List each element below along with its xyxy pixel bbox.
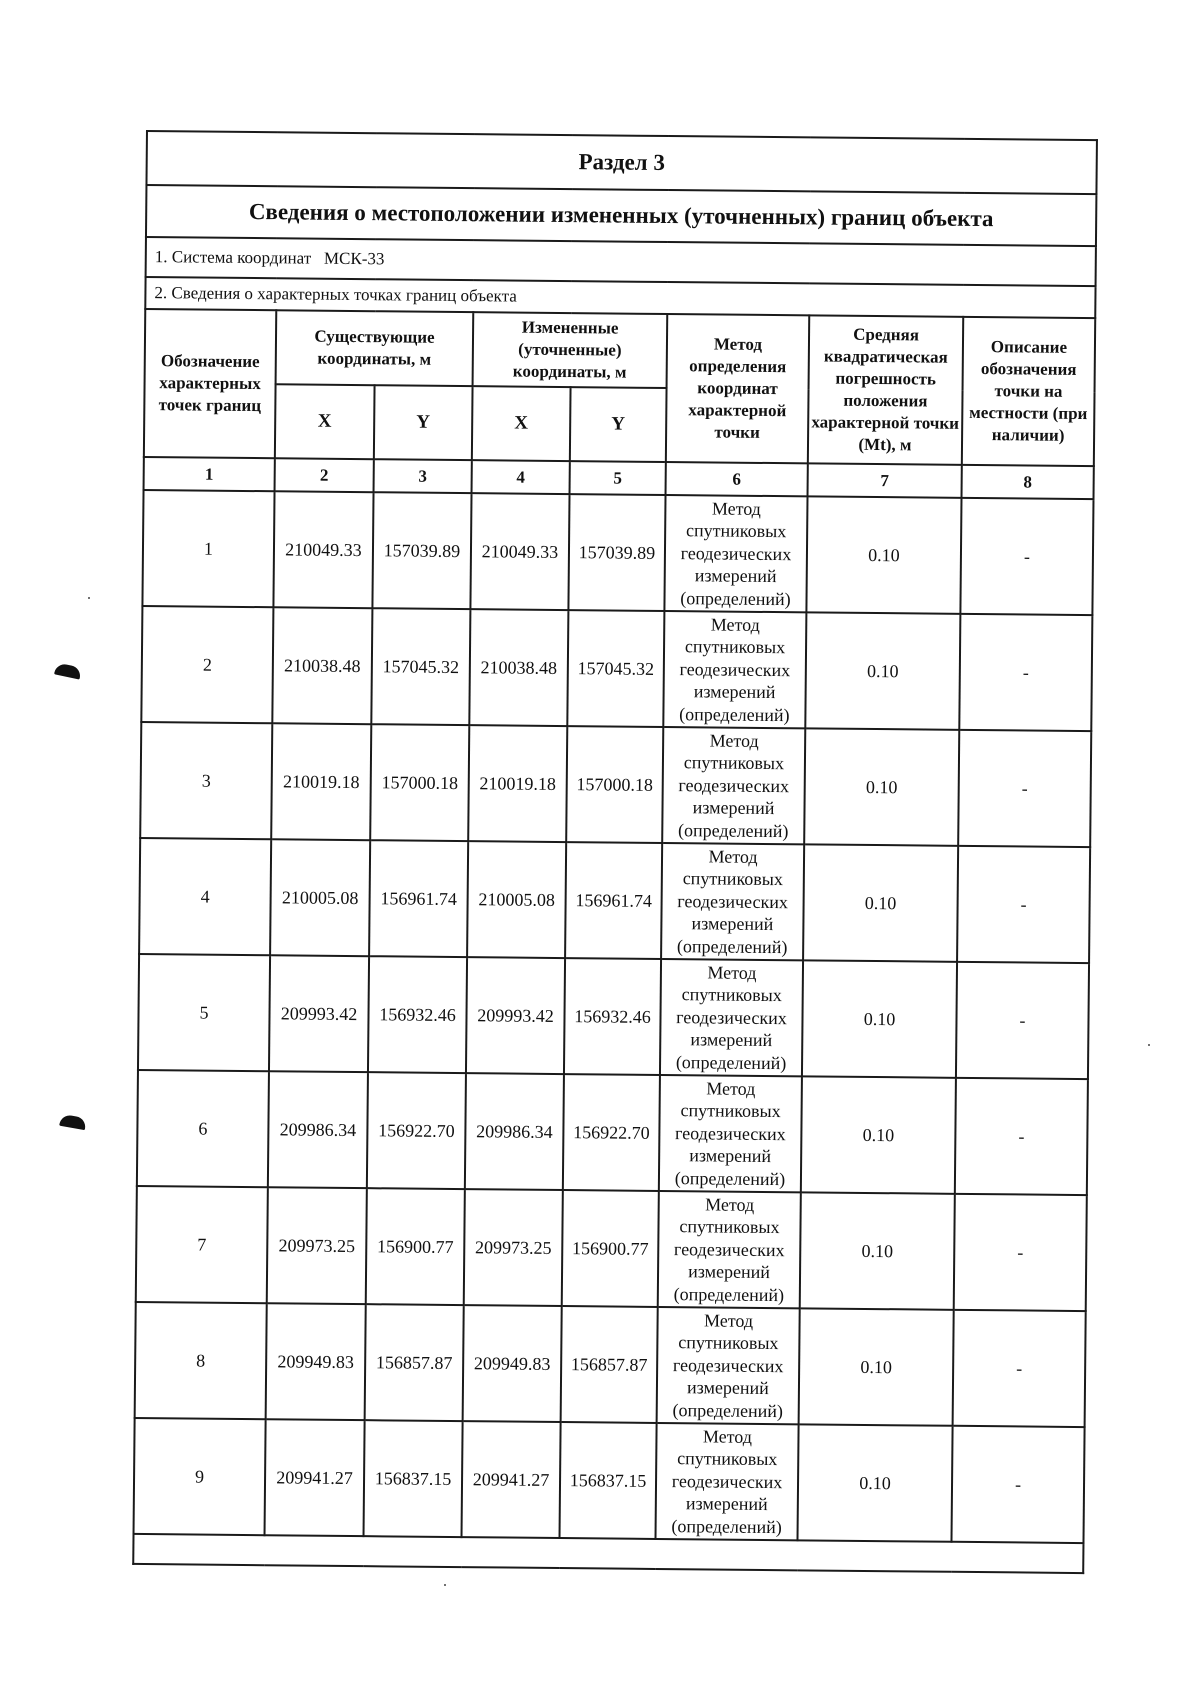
description-cell: - <box>959 614 1092 731</box>
error-cell: 0.10 <box>799 1308 954 1425</box>
description-cell: - <box>954 1194 1087 1311</box>
existing-x-cell: 209973.25 <box>267 1187 367 1304</box>
existing-y-cell: 156857.87 <box>365 1304 464 1421</box>
error-cell: 0.10 <box>802 960 957 1077</box>
point-number: 9 <box>134 1418 266 1535</box>
method-cell: Метод спутниковых геодезических измерений (определений) <box>660 959 803 1076</box>
existing-y-cell: 157039.89 <box>372 492 471 609</box>
point-number: 4 <box>139 838 271 955</box>
existing-x-cell: 210019.18 <box>271 723 371 840</box>
table-row <box>134 1418 1085 1543</box>
section-subtitle: Сведения о местоположении измененных (уточненных) границ объекта <box>146 185 1096 246</box>
point-number: 7 <box>136 1186 268 1303</box>
table-row <box>141 606 1092 731</box>
existing-y-cell: 156837.15 <box>364 1420 463 1537</box>
existing-x-cell: 209986.34 <box>268 1071 368 1188</box>
error-cell: 0.10 <box>806 496 961 613</box>
section-3-table <box>132 130 1098 1574</box>
description-cell: - <box>957 846 1090 963</box>
coordinate-system: 1. Система координат МСК-33 <box>146 237 1096 286</box>
changed-x-cell: 209973.25 <box>464 1189 563 1306</box>
table-row <box>138 954 1089 1079</box>
method-cell: Метод спутниковых геодезических измерений (определений) <box>655 1423 798 1540</box>
point-number: 8 <box>135 1302 267 1419</box>
column-number: 2 <box>275 458 374 492</box>
description-cell: - <box>956 962 1089 1079</box>
method-cell: Метод спутниковых геодезических измерений (определений) <box>664 495 807 612</box>
changed-y-cell: 157039.89 <box>568 494 665 611</box>
existing-x-cell: 210038.48 <box>272 607 372 724</box>
header-changed-coords: Измененные (уточненные) координаты, м <box>473 312 668 388</box>
existing-x-cell: 209993.42 <box>269 955 369 1072</box>
existing-y-cell: 156900.77 <box>366 1188 465 1305</box>
column-number: 7 <box>808 463 962 497</box>
table-row <box>136 1186 1087 1311</box>
method-cell: Метод спутниковых геодезических измерений (определений) <box>657 1307 800 1424</box>
error-cell: 0.10 <box>797 1424 952 1541</box>
table-row <box>139 838 1090 963</box>
points-info-heading: 2. Сведения о характерных точках границ объекта <box>145 277 1095 318</box>
existing-y-cell: 156922.70 <box>367 1072 466 1189</box>
header-error: Средняя квадратическая погрешность положения характерной точки (Mt), м <box>808 315 963 464</box>
scan-speck <box>444 1584 446 1586</box>
header-changed-x: X <box>472 386 571 461</box>
changed-y-cell: 157000.18 <box>566 726 663 843</box>
method-cell: Метод спутниковых геодезических измерений (определений) <box>662 727 805 844</box>
existing-x-cell: 209941.27 <box>265 1419 365 1536</box>
changed-x-cell: 210049.33 <box>470 493 569 610</box>
column-number: 3 <box>374 459 472 493</box>
existing-y-cell: 156932.46 <box>368 956 467 1073</box>
header-existing-x: X <box>275 384 375 459</box>
document-sheet <box>132 130 1096 1574</box>
header-existing-y: Y <box>374 385 473 460</box>
changed-x-cell: 210019.18 <box>468 725 567 842</box>
scan-binder-mark <box>54 662 82 679</box>
column-number: 5 <box>570 461 666 495</box>
table-row <box>137 1070 1088 1195</box>
point-number: 3 <box>140 722 272 839</box>
scan-speck <box>1148 1044 1150 1046</box>
column-number: 8 <box>962 465 1094 499</box>
changed-y-cell: 156857.87 <box>561 1306 658 1423</box>
changed-y-cell: 156961.74 <box>565 842 662 959</box>
changed-x-cell: 210038.48 <box>469 609 568 726</box>
section-title: Раздел 3 <box>146 131 1096 194</box>
existing-y-cell: 157000.18 <box>370 724 469 841</box>
point-number: 2 <box>141 606 273 723</box>
method-cell: Метод спутниковых геодезических измерений (определений) <box>659 1075 802 1192</box>
changed-y-cell: 156932.46 <box>564 958 661 1075</box>
description-cell: - <box>953 1310 1086 1427</box>
header-existing-coords: Существующие координаты, м <box>276 310 474 386</box>
changed-x-cell: 209941.27 <box>462 1421 561 1538</box>
existing-x-cell: 210005.08 <box>270 839 370 956</box>
error-cell: 0.10 <box>803 844 958 961</box>
table-row <box>140 722 1091 847</box>
changed-y-cell: 156837.15 <box>560 1422 657 1539</box>
changed-y-cell: 156900.77 <box>562 1190 659 1307</box>
error-cell: 0.10 <box>805 612 960 729</box>
description-cell: - <box>955 1078 1088 1195</box>
header-designation: Обозначение характерных точек границ <box>144 309 276 458</box>
method-cell: Метод спутниковых геодезических измерений (определений) <box>661 843 804 960</box>
error-cell: 0.10 <box>804 728 959 845</box>
error-cell: 0.10 <box>801 1076 956 1193</box>
header-changed-y: Y <box>570 387 667 462</box>
changed-y-cell: 156922.70 <box>563 1074 660 1191</box>
header-method: Метод определения координат характерной точки <box>666 314 809 463</box>
description-cell: - <box>958 730 1091 847</box>
changed-x-cell: 209986.34 <box>465 1073 564 1190</box>
table-row <box>135 1302 1086 1427</box>
existing-x-cell: 210049.33 <box>273 491 373 608</box>
existing-y-cell: 156961.74 <box>369 840 468 957</box>
description-cell: - <box>951 1426 1084 1543</box>
method-cell: Метод спутниковых геодезических измерений (определений) <box>658 1191 801 1308</box>
header-description: Описание обозначения точки на местности (при наличии) <box>962 317 1095 466</box>
scan-speck <box>88 597 90 599</box>
existing-y-cell: 157045.32 <box>371 608 470 725</box>
point-number: 1 <box>142 490 274 607</box>
column-number: 6 <box>666 462 808 496</box>
existing-x-cell: 209949.83 <box>266 1303 366 1420</box>
point-number: 6 <box>137 1070 269 1187</box>
error-cell: 0.10 <box>800 1192 955 1309</box>
column-number: 4 <box>472 460 570 494</box>
description-cell: - <box>960 498 1093 615</box>
table-row <box>142 490 1093 615</box>
column-number: 1 <box>144 457 275 491</box>
scan-binder-mark <box>59 1114 87 1130</box>
method-cell: Метод спутниковых геодезических измерений (определений) <box>663 611 806 728</box>
point-number: 5 <box>138 954 270 1071</box>
changed-x-cell: 209993.42 <box>466 957 565 1074</box>
changed-x-cell: 210005.08 <box>467 841 566 958</box>
changed-y-cell: 157045.32 <box>567 610 664 727</box>
changed-x-cell: 209949.83 <box>463 1305 562 1422</box>
